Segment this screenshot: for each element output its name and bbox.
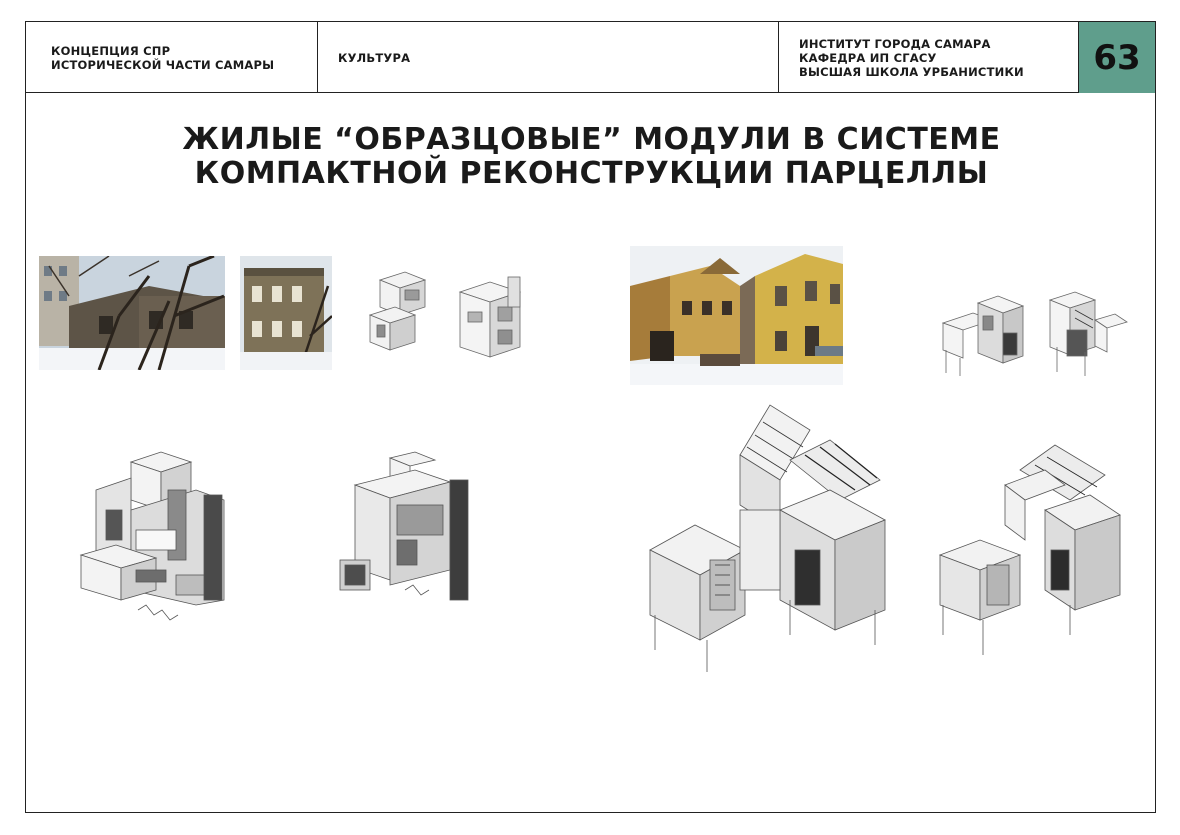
module-isometric-large-3: [645, 400, 890, 675]
photo-wooden-house-winter: [39, 256, 225, 370]
page-header: [26, 22, 1155, 93]
module-isometric-large-2: [335, 450, 475, 620]
project-title-line2: ИСТОРИЧЕСКОЙ ЧАСТИ САМАРЫ: [51, 57, 275, 72]
module-sketch-small-3: [938, 288, 1028, 378]
organization-cell: [779, 22, 1079, 93]
title-line2: КОМПАКТНОЙ РЕКОНСТРУКЦИИ ПАРЦЕЛЛЫ: [194, 156, 989, 191]
section-label: КУЛЬТУРА: [338, 50, 411, 65]
photo-wooden-house-facade: [240, 256, 332, 370]
page-title: [26, 123, 1157, 191]
module-sketch-small-4: [1045, 290, 1130, 378]
project-title-cell: [26, 22, 318, 93]
project-title-line1: КОНЦЕПЦИЯ СПР: [51, 43, 171, 58]
organization-line3: ВЫСШАЯ ШКОЛА УРБАНИСТИКИ: [799, 64, 1024, 79]
page-number: 63: [1079, 22, 1155, 93]
module-sketch-small-1: [365, 270, 435, 360]
photo-courtyard-yellow-buildings: [630, 246, 843, 385]
module-isometric-large-4: [935, 440, 1125, 660]
module-sketch-small-2: [450, 272, 530, 362]
title-line1: ЖИЛЫЕ “ОБРАЗЦОВЫЕ” МОДУЛИ В СИСТЕМЕ: [182, 122, 1001, 157]
organization-line1: ИНСТИТУТ ГОРОДА САМАРА: [799, 36, 991, 51]
page-frame: [25, 21, 1156, 813]
organization-line2: КАФЕДРА ИП СГАСУ: [799, 50, 937, 65]
module-isometric-large-1: [76, 450, 226, 640]
section-cell: [318, 22, 779, 93]
